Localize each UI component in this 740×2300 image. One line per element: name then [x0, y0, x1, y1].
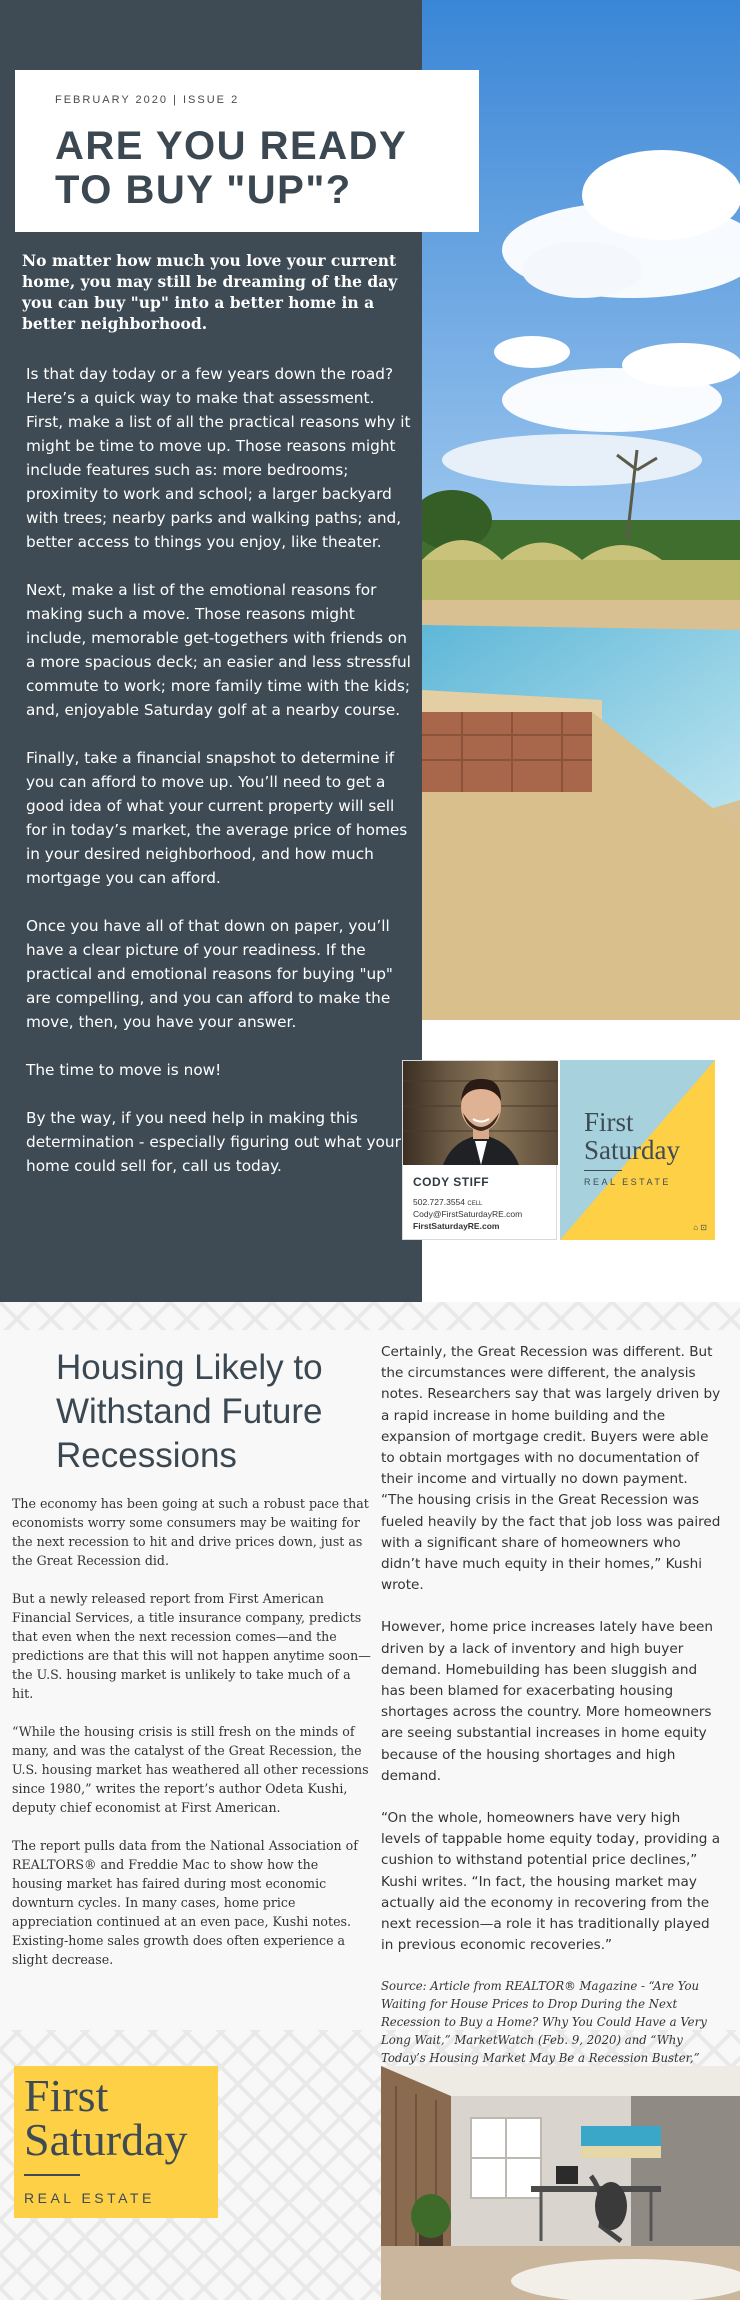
title-box: [15, 70, 479, 232]
article-title: Housing Likely to Withstand Future Recessions: [56, 1348, 323, 1475]
source-note: Source: Article from REALTOR® Magazine - “Are You Waiting for House Prices to Drop During the Next Recession to Buy a Home? Why You Could Have a Very Long Wait,” MarketWatch (Feb. 9, 2020) and “Why Today’s Housing Market May Be a Recession Buster,”: [381, 1979, 707, 2066]
agent-phone[interactable]: 502.727.3554 CELL: [413, 1197, 483, 1207]
paragraph: By the way, if you need help in making this determination - especially figuring out what your home could sell for, call us today.: [26, 1109, 401, 1175]
paragraph: Is that day today or a few years down the road? Here’s a quick way to make that assessment. First, make a list of all the practical reasons why it might be time to move up. Those reasons might include features such as: more bedrooms; proximity to work and school; a larger backyard with trees; nearby parks and walking paths; and, better access to things you enjoy, like theater.: [26, 365, 411, 551]
paragraph: However, home price increases lately have been driven by a lack of inventory and high buyer demand. Homebuilding has been sluggish and has been blamed for exacerbating housing shortages across the country. More homeowners are seeing substantial increases in home equity because of the housing shortages and high demand.: [381, 1619, 713, 1784]
brand-logo-large: [14, 2066, 218, 2218]
paragraph: Finally, take a financial snapshot to determine if you can afford to move up. You’ll need to get a good idea of what your current property will sell for in today’s market, the average price of homes in your desired neighborhood, and how much mortgage you can afford.: [26, 749, 408, 887]
brand-name-first: First: [584, 1107, 634, 1137]
intro-text: No matter how much you love your current home, you may still be dreaming of the day you can buy "up" into a better home in a better neighborhood.: [22, 251, 398, 333]
agent-card: [402, 1060, 557, 1240]
home-office-photo: [381, 2066, 740, 2300]
agent-email-link[interactable]: Cody@FirstSaturdayRE.com: [413, 1209, 523, 1219]
brand-divider: [24, 2174, 80, 2176]
paragraph: “While the housing crisis is still fresh on the minds of many, and was the catalyst of the Great Recession, the U.S. housing market has weathered all other recessions since 1980,” writes the report’s author Odeta Kushi, deputy chief economist at First American.: [12, 1724, 369, 1815]
brand-name-first: First: [24, 2070, 109, 2121]
paragraph: The time to move is now!: [26, 1061, 222, 1079]
paragraph: “On the whole, homeowners have very high levels of tappable home equity today, providing a cushion to withstand potential price declines,” Kushi writes. “In fact, the housing market may actually aid the economy in recovering from the next recession—a role it has traditionally played in previous economic recoveries.”: [381, 1810, 721, 1954]
paragraph: Next, make a list of the emotional reasons for making such a move. Those reasons might include, memorable get-togethers with friends on a more spacious deck; an easier and less stressful commute to work; more family time with the kids; and, enjoyable Saturday golf at a nearby course.: [26, 581, 411, 719]
paragraph: The report pulls data from the National Association of REALTORS® and Freddie Mac to show how the housing market has faired during most economic downturn cycles. In many cases, home price appreciation continued at an even pace, Kushi notes. Existing-home sales growth does often experience a slight decrease.: [12, 1838, 358, 1967]
article-body: [26, 362, 416, 1202]
brand-name-saturday: Saturday: [24, 2114, 188, 2165]
brand-tagline: REAL ESTATE: [584, 1177, 671, 1187]
brand-tagline: REAL ESTATE: [24, 2190, 155, 2206]
article-right-column: [381, 1342, 721, 2106]
brand-divider: [584, 1170, 622, 1171]
article-left-column: [12, 1494, 372, 1988]
agent-photo: [403, 1061, 558, 1165]
paragraph: Certainly, the Great Recession was different. But the circumstances were different, the analysis notes. Researchers say that was largely driven by a rapid increase in home building and the expansion of mortgage credit. Buyers were able to obtain mortgages with no documentation of their income and virtually no down payment. “The housing crisis in the Great Recession was fueled heavily by the fact that job loss was paired with a significant share of homeowners who didn’t have much equity in their homes,” Kushi wrote.: [381, 1344, 721, 1594]
paragraph: Once you have all of that down on paper, you’ll have a clear picture of your readiness. If the practical and emotional reasons for buying "up" are compelling, and you can afford to make the move, then, you have your answer.: [26, 917, 393, 1031]
issue-label: FEBRUARY 2020 | ISSUE 2: [55, 94, 240, 106]
equal-housing-icon: ⌂ ⊡: [693, 1223, 707, 1232]
paragraph: But a newly released report from First American Financial Services, a title insurance company, predicts that even when the next recession comes—and the predictions are that this will not happen anytime soon—the U.S. housing market is unlikely to take much of a hit.: [12, 1591, 371, 1701]
brand-name-saturday: Saturday: [584, 1135, 680, 1165]
brand-logo-card: [560, 1060, 715, 1240]
paragraph: The economy has been going at such a robust pace that economists worry some consumers may be waiting for the next recession to hit and drive prices down, just as the Great Recession did.: [12, 1496, 369, 1568]
agent-website-link[interactable]: FirstSaturdayRE.com: [413, 1221, 500, 1231]
page-title: ARE YOU READY TO BUY "UP"?: [55, 124, 408, 212]
agent-name: CODY STIFF: [413, 1175, 490, 1189]
